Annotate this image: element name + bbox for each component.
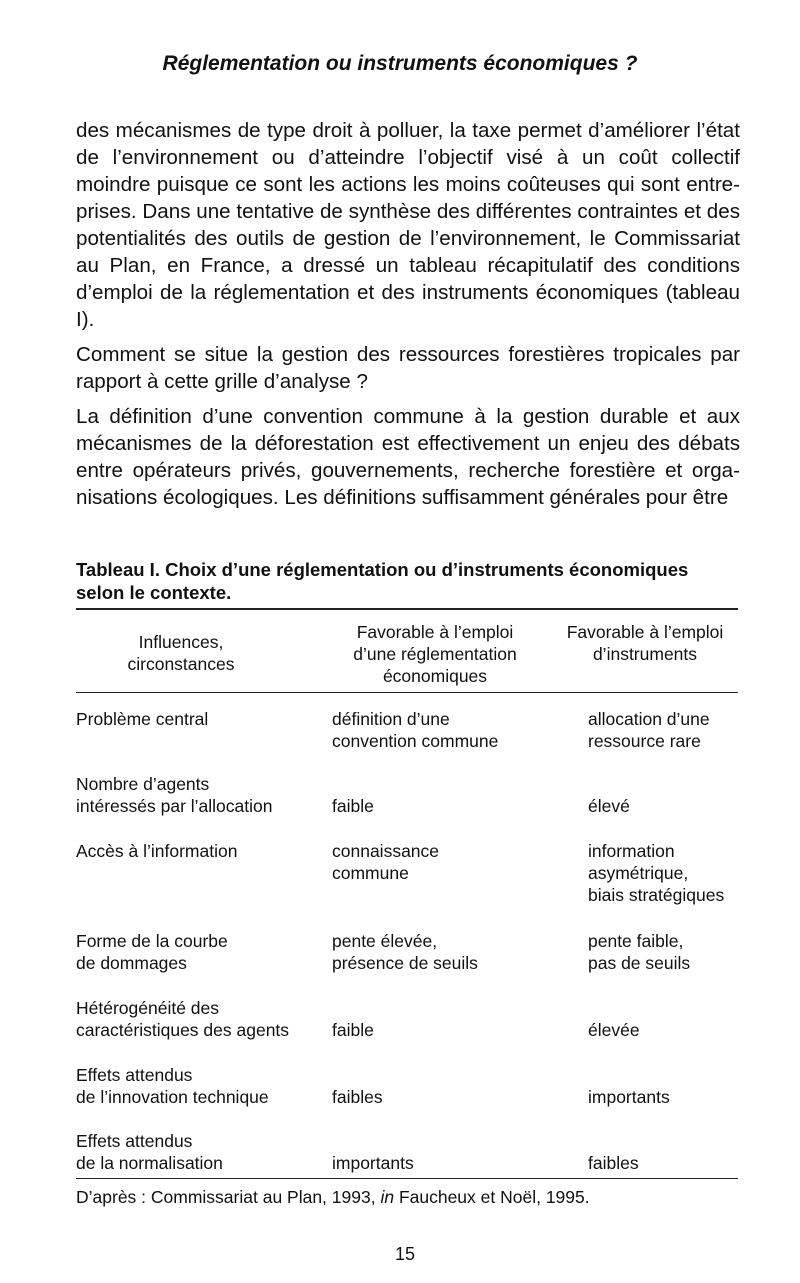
header-cell: Influences, circonstances — [127, 632, 235, 674]
table-cell: faibles — [332, 1087, 383, 1107]
table-cell: Hétérogénéité des caractéristiques des agents — [76, 998, 290, 1040]
header-cell: Favorable à l’emploi d’une réglementation économiques — [353, 622, 517, 686]
table-cell: faible — [332, 796, 374, 816]
table-caption: Tableau I. Choix d’une réglementation ou d’instruments économiques selon le contexte. — [76, 559, 689, 603]
table-cell: Problème central — [76, 709, 209, 729]
table-source — [76, 1187, 590, 1208]
table-cell: Effets attendus de la normalisation — [76, 1131, 223, 1173]
table-cell: pente élevée, présence de seuils — [332, 931, 478, 973]
table-cell: faibles — [588, 1153, 639, 1173]
paragraph: des mécanismes de type droit à polluer, la taxe permet d’améliorer l’état de l’environnement ou d’atteindre l’objectif visé à un coût collectif moindre puisque ce sont les actions les moins coûteuses qui sont entreprises. Dans une tentative de synthèse des différentes contraintes et des potentialités des outils de gestion de l’environnement, le Commissariat au Plan, en France, a dressé un tableau récapitulatif des conditions d’emploi de la réglementation et des instruments économiques (tableau I). — [76, 119, 740, 331]
source-text: Faucheux et Noël, 1995. — [394, 1187, 590, 1207]
table-cell: connaissance commune — [332, 841, 440, 883]
paragraph: La définition d’une convention commune à la gestion durable et aux mécanismes de la déforestation est effectivement un enjeu des débats entre opérateurs privés, gouvernements, recherche forestière et organisations écologiques. Les définitions suffisamment générales pour être — [76, 405, 740, 509]
table-cell: Accès à l’information — [76, 841, 238, 861]
table-cell: allocation d’une ressource rare — [588, 709, 710, 751]
table-cell: importants — [588, 1087, 670, 1107]
table-bottom-rule — [76, 1178, 738, 1179]
source-text: D’après : Commissariat au Plan, 1993, — [76, 1187, 381, 1207]
table-cell: Nombre d’agents intéressés par l’allocation — [76, 774, 273, 816]
running-head: Réglementation ou instruments économiques ? — [162, 52, 638, 75]
table-header-rule — [76, 692, 738, 693]
page-number: 15 — [394, 1244, 416, 1264]
header-cell: Favorable à l’emploi d’instruments — [566, 622, 724, 664]
body-text — [76, 117, 740, 519]
table-cell: importants — [332, 1153, 414, 1173]
table-cell: Effets attendus de l’innovation technique — [76, 1065, 269, 1107]
table-cell: élevée — [588, 1020, 640, 1040]
source-in: in — [380, 1187, 395, 1207]
table-cell: pente faible, pas de seuils — [588, 931, 691, 973]
table-cell: définition d’une convention commune — [332, 709, 499, 751]
paragraph: Comment se situe la gestion des ressources forestières tropicales par rapport à cette grille d’analyse ? — [76, 343, 740, 393]
table-cell: élevé — [588, 796, 630, 816]
table-cell: Forme de la courbe de dommages — [76, 931, 228, 973]
table-cell: information asymétrique, biais stratégiques — [588, 841, 725, 905]
table-top-rule — [76, 608, 738, 610]
table-cell: faible — [332, 1020, 374, 1040]
